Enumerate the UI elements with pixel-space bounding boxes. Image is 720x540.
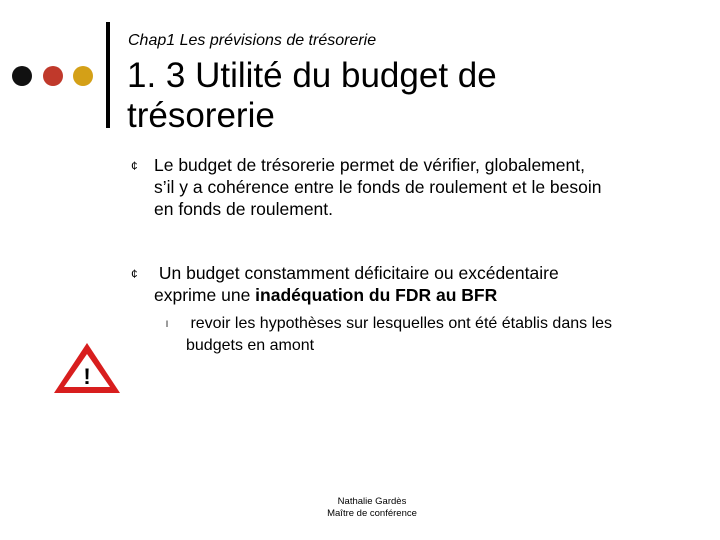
- warning-triangle-icon: [52, 340, 122, 396]
- chapter-subtitle: Chap1 Les prévisions de trésorerie: [128, 32, 377, 49]
- slide-title: [127, 56, 497, 136]
- sub-bullet-marker: l: [166, 319, 168, 329]
- bullet-2-emphasis: inadéquation du FDR au BFR: [255, 285, 498, 305]
- bullet-1-line-1: Le budget de trésorerie permet de vérifier, globalement,: [154, 155, 585, 175]
- decorative-dots: [12, 66, 96, 86]
- footer-credit: [272, 496, 472, 520]
- footer-author: Nathalie Gardès: [337, 496, 407, 507]
- bullet-marker: ¢: [131, 267, 138, 281]
- title-divider: [106, 22, 110, 128]
- slide-title-line-1: 1. 3 Utilité du budget de: [127, 56, 497, 95]
- bullet-text: [154, 262, 694, 306]
- red-dot: [43, 66, 63, 86]
- sub-bullet-line-2: budgets en amont: [186, 337, 315, 354]
- sub-bullet-text: [186, 313, 686, 357]
- bullet-2-line-1: Un budget constamment déficitaire ou excédentaire: [154, 263, 559, 283]
- black-dot: [12, 66, 32, 86]
- gold-dot: [73, 66, 93, 86]
- slide-title-line-2: trésorerie: [127, 96, 275, 135]
- bullet-1-line-2: s’il y a cohérence entre le fonds de roulement et le besoin: [154, 177, 602, 197]
- footer-role: Maître de conférence: [327, 508, 417, 519]
- bullet-2-line-2-prefix: exprime une: [154, 285, 256, 305]
- sub-bullet-line-1: revoir les hypothèses sur lesquelles ont été établis dans les: [186, 315, 613, 332]
- bullet-1-line-3: en fonds de roulement.: [154, 199, 334, 219]
- bullet-text: [154, 154, 694, 220]
- warning-exclamation: !: [83, 364, 91, 389]
- bullet-2-line-2: [154, 284, 694, 306]
- bullet-marker: ¢: [131, 159, 138, 173]
